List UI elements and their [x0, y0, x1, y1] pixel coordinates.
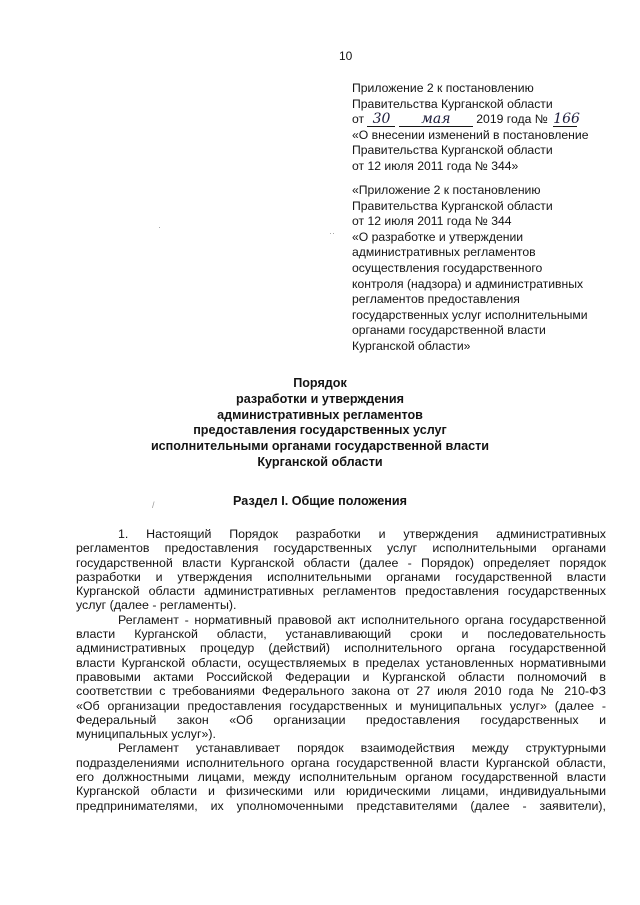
page-number: 10	[339, 49, 353, 63]
appendix-line: от 12 июля 2011 года № 344	[352, 214, 512, 229]
body-line: власти Курганской области, устанавливающий сроки и последовательность	[76, 627, 606, 642]
appendix-line: государственных услуг исполнительными	[352, 307, 588, 322]
appendix-line: регламентов предоставления	[352, 292, 520, 307]
title-line: административных регламентов	[217, 407, 423, 422]
title-line: Курганской области	[257, 454, 383, 469]
scan-speck: ·	[158, 222, 161, 232]
scan-speck: ··	[329, 228, 335, 238]
title-line: разработки и утверждения	[236, 391, 404, 406]
body-line: регламентов предоставления государственных услуг исполнительными органами	[76, 541, 606, 556]
handwritten-number: 166	[553, 111, 580, 128]
body-line: подразделениями исполнительного органа государственной власти Курганской области,	[76, 755, 606, 770]
body-text	[76, 527, 606, 813]
body-line: муниципальных услуг»).	[76, 727, 216, 742]
appendix-line: Правительства Курганской области	[352, 198, 553, 213]
document-title	[100, 376, 540, 471]
date-year: 2019 года №	[476, 112, 548, 127]
appendix-line: административных регламентов	[352, 245, 536, 260]
body-line: Регламент устанавливает порядок взаимодействия между структурными	[118, 741, 606, 756]
appendix-line: «О внесении изменений в постановление	[352, 127, 589, 142]
appendix-line: Курганской области»	[352, 338, 471, 353]
appendix-current-header	[352, 81, 632, 175]
body-line: разработки и утверждения исполнительными органами государственной власти	[76, 569, 606, 584]
body-line: государственной власти Курганской области (далее - Порядок) определяет порядок	[76, 555, 606, 570]
body-line: Регламент - нормативный правовой акт исполнительного органа государственной	[118, 612, 606, 627]
appendix-line: от 12 июля 2011 года № 344»	[352, 158, 519, 173]
title-line: предоставления государственных услуг	[193, 423, 447, 438]
appendix-line: «О разработке и утверждении	[352, 229, 524, 244]
title-line: Порядок	[293, 376, 347, 390]
body-line: предпринимателями, их уполномоченными представителями (далее - заявители),	[76, 798, 606, 813]
body-line: административных процедур (действий) исполнительного органа государственной	[76, 641, 606, 656]
handwritten-day: 30	[367, 113, 395, 127]
title-line: исполнительными органами государственной власти	[150, 439, 490, 454]
appendix-line: Приложение 2 к постановлению	[352, 81, 534, 95]
appendix-date-line	[352, 112, 632, 128]
appendix-original-header	[352, 183, 632, 355]
appendix-line: Правительства Курганской области	[352, 143, 553, 158]
body-line: Федеральный закон «Об организации предоставления государственных и	[76, 712, 606, 727]
body-line: соответствии с требованиями Федерального закона от 27 июля 2010 года № 210-ФЗ	[76, 684, 606, 699]
body-line: Курганской области и физическими или юридическими лицами, индивидуальными	[76, 784, 606, 799]
body-line: власти Курганской области, осуществляемых в пределах установленных нормативными	[76, 655, 606, 670]
appendix-line: контроля (надзора) и административных	[352, 276, 584, 291]
body-line: Курганской области административных регламентов предоставления государственных	[76, 584, 606, 599]
section-title: Раздел I. Общие положения	[233, 494, 407, 508]
appendix-line: Правительства Курганской области	[352, 96, 553, 111]
body-line: его должностными лицами, между исполнительным органом государственной власти	[76, 770, 606, 785]
date-prefix: от	[352, 112, 365, 127]
handwritten-month: мая	[399, 113, 473, 127]
appendix-line: органами государственной власти	[352, 323, 546, 338]
body-line: услуг (далее - регламенты).	[76, 598, 237, 613]
body-line: «Об организации предоставления государственных и муниципальных услуг» (далее -	[76, 698, 606, 713]
body-line: 1. Настоящий Порядок разработки и утверждения административных	[118, 527, 606, 541]
appendix-line: осуществления государственного	[352, 260, 543, 275]
body-line: правовыми актами Российской Федерации и Курганской области полномочий в	[76, 669, 606, 684]
scan-speck: /	[152, 500, 155, 510]
appendix-line: «Приложение 2 к постановлению	[352, 183, 541, 197]
